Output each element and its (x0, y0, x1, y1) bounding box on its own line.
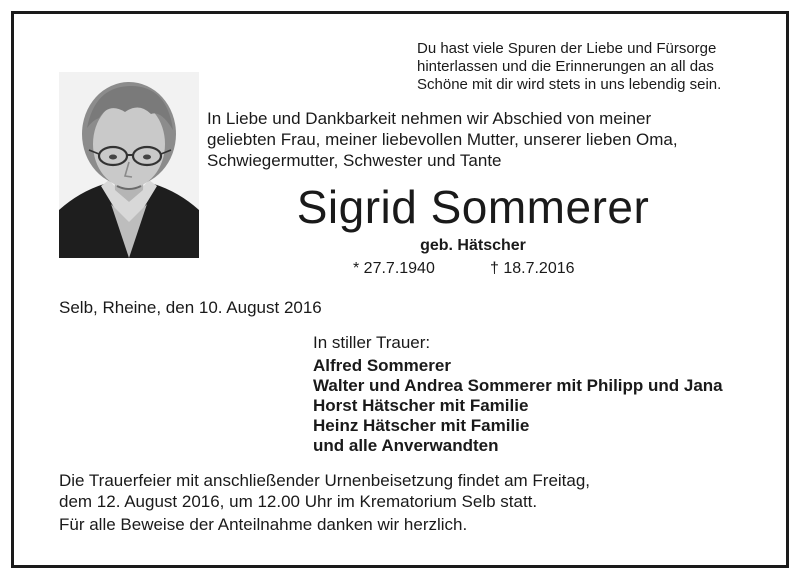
mourner-name: und alle Anverwandten (313, 436, 499, 455)
mourners-list (313, 356, 723, 456)
service-line: dem 12. August 2016, um 12.00 Uhr im Krematorium Selb statt. (59, 492, 538, 511)
service-line: Die Trauerfeier mit anschließender Urnenbeisetzung findet am Freitag, (59, 471, 591, 490)
thanks-note: Für alle Beweise der Anteilnahme danken wir herzlich. (59, 515, 468, 534)
mourners-heading: In stiller Trauer: (313, 333, 431, 352)
birth-date: * 27.7.1940 (353, 260, 435, 277)
mourners-block (313, 333, 723, 456)
verse-line: hinterlassen und die Erinnerungen an all das (417, 58, 714, 75)
deceased-name: Sigrid Sommerer (296, 181, 650, 233)
funeral-service-info (59, 470, 590, 512)
death-date: † 18.7.2016 (490, 260, 575, 277)
verse-line: Schöne mit dir wird stets in uns lebendig sein. (417, 76, 722, 93)
mourner-name: Horst Hätscher mit Familie (313, 396, 529, 415)
farewell-line: geliebten Frau, meiner liebevollen Mutter, unserer lieben Oma, (207, 130, 678, 149)
mourner-name: Walter und Andrea Sommerer mit Philipp und Jana (313, 376, 723, 395)
farewell-text (207, 108, 767, 171)
mourner-name: Alfred Sommerer (313, 356, 451, 375)
memorial-verse (417, 40, 777, 94)
farewell-line: In Liebe und Dankbarkeit nehmen wir Abschied von meiner (207, 109, 652, 128)
farewell-line: Schwiegermutter, Schwester und Tante (207, 151, 502, 170)
maiden-name: geb. Hätscher (420, 237, 526, 254)
mourner-name: Heinz Hätscher mit Familie (313, 416, 530, 435)
verse-line: Du hast viele Spuren der Liebe und Fürsorge (417, 40, 717, 57)
place-and-date: Selb, Rheine, den 10. August 2016 (59, 298, 322, 317)
